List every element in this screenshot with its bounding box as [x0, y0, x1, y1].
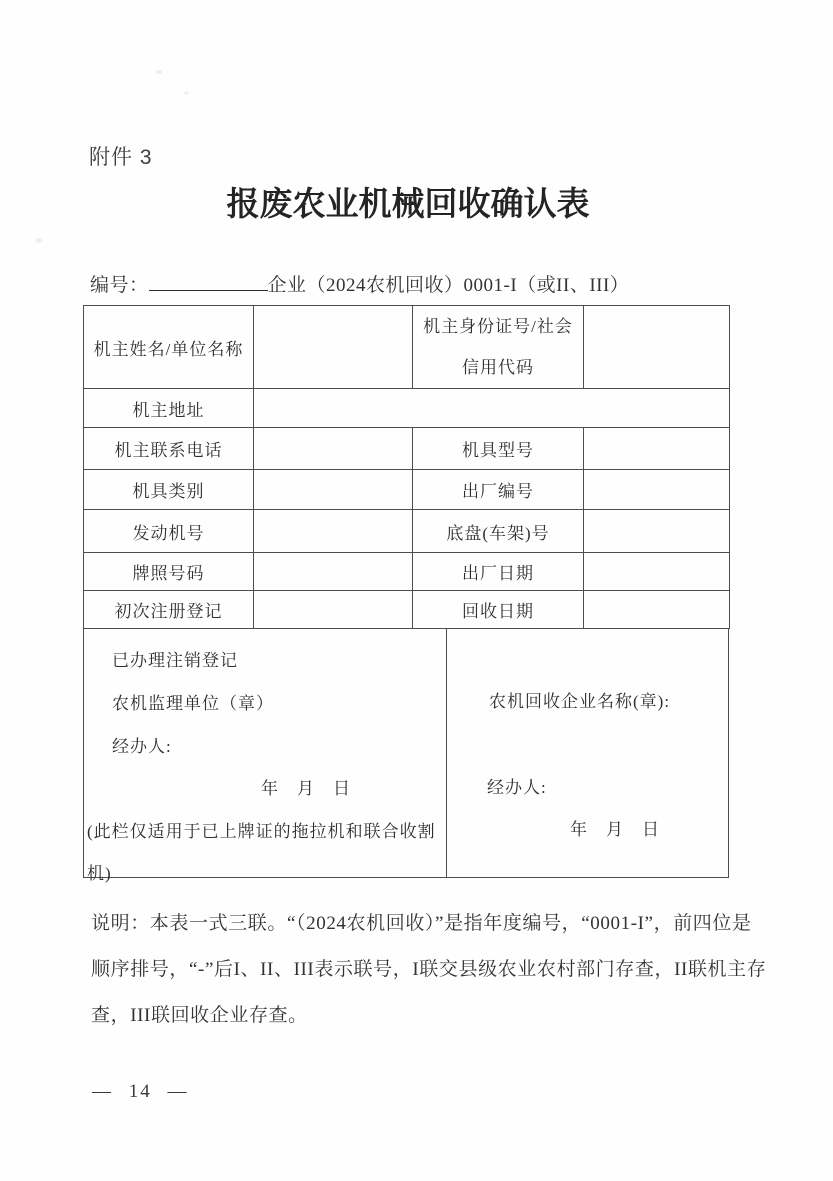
signature-section-row: [83, 629, 729, 883]
table-row: [84, 510, 730, 553]
scan-speck: [184, 91, 189, 95]
table-row: [84, 306, 730, 389]
machine-category-value-cell: [254, 470, 413, 510]
applicability-note-line1: (此栏仅适用于已上牌证的拖拉机和联合收割: [87, 822, 436, 841]
owner-name-value-cell: [254, 306, 413, 389]
plate-number-label-cell: 牌照号码: [84, 553, 254, 591]
table-row: [84, 470, 730, 510]
engine-number-label-cell: 发动机号: [84, 510, 254, 553]
owner-name-label-cell: 机主姓名/单位名称: [84, 306, 254, 389]
confirmation-form-table: [83, 305, 729, 883]
applicability-note-line2: 机): [87, 864, 112, 883]
owner-id-label-line1: 机主身份证号/社会: [423, 317, 573, 336]
page-title: 报废农业机械回收确认表: [226, 187, 590, 223]
table-row: [84, 553, 730, 591]
serial-number-line: [90, 270, 629, 297]
form-fields-table: [83, 305, 730, 629]
recycle-date-value-cell: [584, 591, 730, 629]
recycler-section: [447, 629, 728, 877]
recycle-date-label-cell: 回收日期: [413, 591, 584, 629]
date-placeholder-left: 年 月 日: [261, 779, 351, 798]
machine-category-label-cell: 机具类别: [84, 470, 254, 510]
first-registration-value-cell: [254, 591, 413, 629]
recycler-name-seal-label: 农机回收企业名称(章):: [489, 692, 671, 711]
owner-id-value-cell: [584, 306, 730, 389]
notes-line-2: 顺序排号，“-”后I、II、III表示联号，I联交县级农业农村部门存查，II联机主存: [91, 959, 767, 980]
chassis-number-label-cell: 底盘(车架)号: [413, 510, 584, 553]
serial-label: 编号：: [90, 275, 149, 296]
deregistration-line-1: 已办理注销登记: [112, 651, 238, 670]
serial-value: 企业（2024农机回收）0001-I（或II、III）: [267, 275, 630, 296]
scan-speck: [156, 70, 162, 74]
owner-phone-value-cell: [254, 428, 413, 470]
serial-blank-underline: [149, 274, 268, 291]
owner-id-label-line2: 信用代码: [462, 358, 534, 377]
scan-speck: [36, 238, 42, 243]
notes-line-1: 说明：本表一式三联。“（2024农机回收）”是指年度编号，“0001-I”，前四位是: [91, 913, 752, 934]
owner-phone-label-cell: 机主联系电话: [84, 428, 254, 470]
first-registration-label-cell: 初次注册登记: [84, 591, 254, 629]
factory-serial-value-cell: [584, 470, 730, 510]
machine-model-label-cell: 机具型号: [413, 428, 584, 470]
page-number: — 14 —: [92, 1081, 189, 1102]
table-row: [84, 389, 730, 428]
owner-id-label-cell: [413, 306, 584, 389]
owner-address-label-cell: 机主地址: [84, 389, 254, 428]
supervision-unit-seal-label: 农机监理单位（章）: [112, 694, 274, 713]
owner-address-value-cell: [254, 389, 730, 428]
handler-label-left: 经办人:: [112, 737, 172, 756]
chassis-number-value-cell: [584, 510, 730, 553]
table-row: [84, 428, 730, 470]
table-row: [84, 591, 730, 629]
date-placeholder-right: 年 月 日: [570, 820, 660, 839]
factory-date-label-cell: 出厂日期: [413, 553, 584, 591]
notes-line-3: 查，III联回收企业存查。: [91, 1005, 308, 1026]
plate-number-value-cell: [254, 553, 413, 591]
engine-number-value-cell: [254, 510, 413, 553]
factory-serial-label-cell: 出厂编号: [413, 470, 584, 510]
machine-model-value-cell: [584, 428, 730, 470]
notes-paragraph: [91, 901, 766, 1039]
factory-date-value-cell: [584, 553, 730, 591]
attachment-label: 附件 3: [89, 146, 153, 169]
handler-label-right: 经办人:: [487, 778, 547, 797]
deregistration-section: [84, 629, 447, 883]
